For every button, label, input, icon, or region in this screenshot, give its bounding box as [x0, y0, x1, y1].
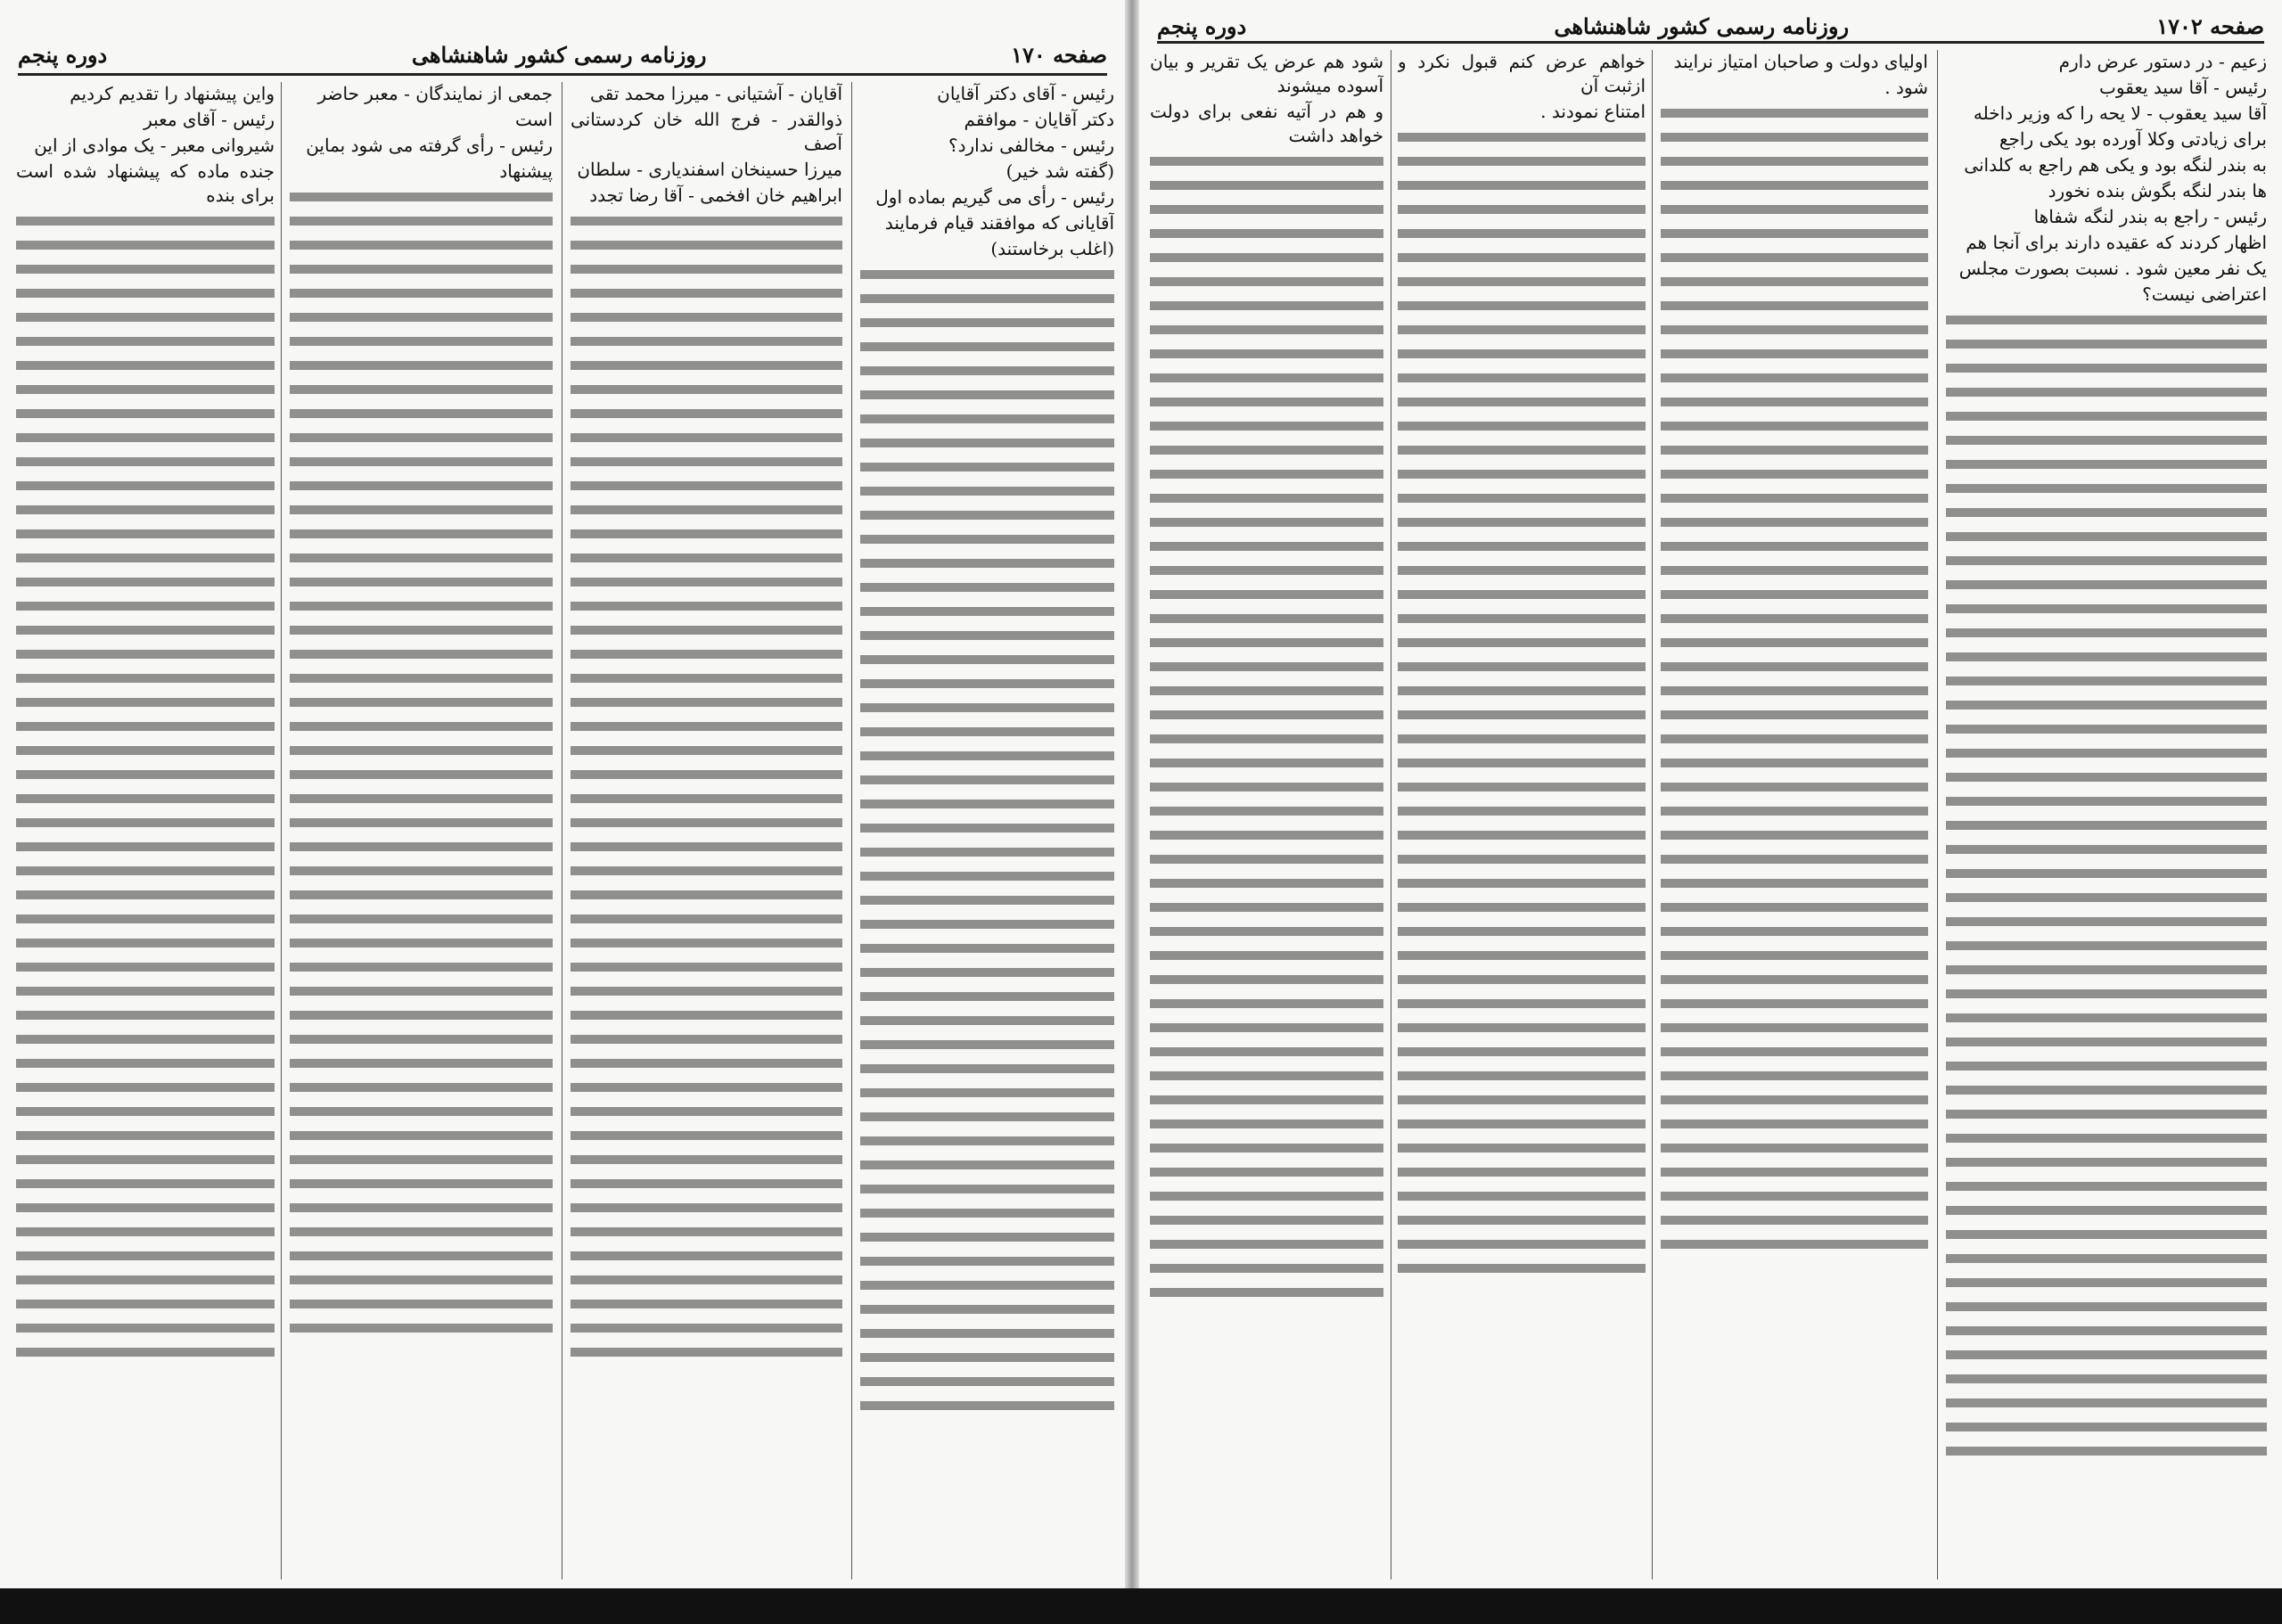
text-line: رئیس - رأی می گیریم بماده اول — [875, 186, 1114, 208]
text-line: امتناع نمودند . — [1540, 101, 1646, 122]
text-line: ابراهیم خان افخمی - آقا رضا تجدد — [589, 185, 842, 206]
text-line: برای زیادتی وکلا آورده بود یکی راجع — [1999, 128, 2267, 150]
text-line: رئیس - رأی گرفته می شود بماین — [306, 135, 553, 156]
column-4 — [16, 82, 275, 1579]
scan-edge — [0, 1588, 2282, 1624]
text-body-texture — [860, 263, 1114, 1422]
column-4 — [1150, 50, 1383, 1579]
text-body-texture — [16, 209, 275, 1368]
page-header — [18, 32, 1107, 68]
text-line: خواهم عرض کنم قبول نکرد و ازثبت آن — [1398, 51, 1646, 96]
text-line: ها بندر لنگه بگوش بنده نخورد — [2048, 180, 2267, 201]
text-line: زعیم - در دستور عرض دارم — [2058, 51, 2267, 72]
right-page — [1139, 0, 2282, 1624]
column-divider — [281, 82, 282, 1579]
text-line: به بندر لنگه بود و یکی هم راجع به کلدانی — [1964, 154, 2267, 176]
column-divider — [851, 82, 852, 1579]
column-divider — [1937, 50, 1938, 1579]
text-body-texture — [570, 209, 842, 1368]
newspaper-title: روزنامه رسمی کشور شاهنشاهی — [1554, 13, 1850, 39]
text-line: ذوالقدر - فرج الله خان کردستانی آصف — [570, 109, 842, 154]
period-label: دوره پنجم — [1157, 13, 1247, 39]
page-gutter — [1125, 0, 1139, 1624]
text-body-texture — [1150, 150, 1383, 1308]
text-line: رئیس - آقای معبر — [144, 109, 275, 130]
text-line: رئیس - مخالفی ندارد؟ — [948, 135, 1114, 156]
left-page — [0, 0, 1125, 1624]
column-2 — [570, 82, 842, 1579]
text-body-texture — [290, 185, 553, 1344]
text-line: جمعی از نمایندگان - معبر حاضر — [317, 83, 553, 104]
text-line: شود . — [1884, 77, 1928, 98]
column-1 — [860, 82, 1114, 1579]
text-line: (گفته شد خیر) — [1006, 160, 1114, 182]
text-line: رئیس - آقا سید یعقوب — [2099, 77, 2267, 98]
page-number: صفحه ۱۷۰۲ — [2156, 13, 2264, 39]
text-body-texture — [1398, 126, 1646, 1284]
text-line: اولیای دولت و صاحبان امتیاز نرایند — [1673, 51, 1928, 72]
text-line: جنده ماده که پیشنهاد شده است برای بنده — [16, 160, 275, 206]
column-1 — [1946, 50, 2267, 1579]
page-number: صفحه ۱۷۰ — [1011, 42, 1107, 68]
text-line: (اغلب برخاستند) — [990, 238, 1114, 259]
text-line: واین پیشنهاد را تقدیم کردیم — [70, 83, 275, 104]
text-line: اعتراضی نیست؟ — [2142, 283, 2267, 305]
text-line: شیروانی معبر - یک موادی از این — [34, 135, 275, 156]
newspaper-title: روزنامه رسمی کشور شاهنشاهی — [411, 42, 707, 68]
text-line: یک نفر معین شود . نسبت بصورت مجلس — [1958, 258, 2267, 279]
column-2 — [1661, 50, 1928, 1579]
text-line: شود هم عرض یک تقریر و بیان آسوده میشوند — [1150, 51, 1383, 96]
text-line: رئیس - راجع به بندر لنگه شفاها — [2033, 206, 2267, 227]
text-body-texture — [1661, 102, 1928, 1260]
text-line: است — [515, 109, 553, 130]
text-line: رئیس - آقای دکتر آقایان — [937, 83, 1114, 104]
text-line: و هم در آتیه نفعی برای دولت خواهد داشت — [1150, 101, 1383, 146]
page-header — [1157, 4, 2264, 39]
column-divider — [1652, 50, 1653, 1579]
text-line: آقایان - آشتیانی - میرزا محمد تقی — [590, 83, 842, 104]
text-line: پیشنهاد — [499, 160, 553, 182]
period-label: دوره پنجم — [18, 42, 108, 68]
text-line: دکتر آقایان - موافقم — [964, 109, 1114, 130]
header-rule — [18, 73, 1107, 76]
text-line: آقا سید یعقوب - لا یحه را که وزیر داخله — [1973, 103, 2267, 124]
text-line: میرزا حسینخان اسفندیاری - سلطان — [577, 159, 842, 180]
text-line: آقایانی که موافقند قیام فرمایند — [884, 212, 1114, 234]
text-line: اظهار کردند که عقیده دارند برای آنجا هم — [1966, 232, 2267, 253]
column-3 — [290, 82, 553, 1579]
header-rule — [1157, 41, 2264, 44]
text-body-texture — [1946, 308, 2267, 1467]
column-3 — [1398, 50, 1646, 1579]
